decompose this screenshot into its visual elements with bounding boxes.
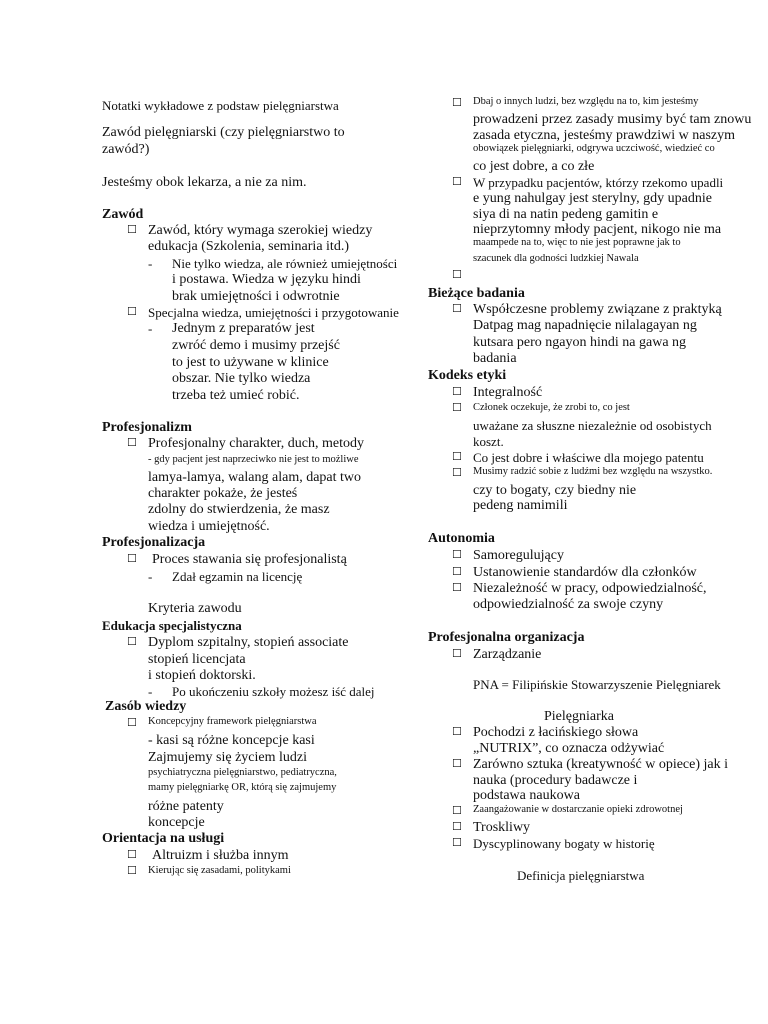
text-line: PNA = Filipińskie Stowarzyszenie Pielęgniarek: [473, 677, 721, 692]
text-line: Integralność: [473, 385, 543, 400]
bullet-box-icon: ☐: [127, 223, 137, 236]
text-line: różne patenty: [148, 799, 224, 814]
text-line: podstawa naukowa: [473, 788, 580, 803]
bullet-box-icon: ☐: [127, 864, 137, 877]
bullet-box-icon: ☐: [127, 635, 137, 648]
subheading-kryteria: Kryteria zawodu: [148, 601, 242, 616]
text-line: kutsara pero ngayon hindi na gawa ng: [473, 335, 687, 350]
question-line-2: zawód?): [102, 142, 150, 157]
question-line-1: Zawód pielęgniarski (czy pielęgniarstwo to: [102, 125, 345, 140]
bullet-box-icon: ☐: [127, 305, 137, 318]
dash-bullet: -: [148, 684, 153, 699]
text-line: Altruizm i służba innym: [152, 848, 289, 863]
text-line: wiedza i umiejętność.: [148, 519, 270, 534]
text-line: Dyplom szpitalny, stopień associate: [148, 635, 349, 650]
text-line: siya di na natin pedeng gamitin e: [473, 207, 659, 222]
text-line: Jednym z preparatów jest: [172, 321, 315, 336]
bullet-box-icon: ☐: [127, 716, 137, 729]
bullet-box-icon: ☐: [452, 820, 462, 833]
text-line: zwróć demo i musimy przejść: [172, 338, 340, 353]
text-line: stopień licencjata: [148, 652, 246, 667]
dash-bullet: -: [148, 256, 153, 271]
text-line: Samoregulujący: [473, 548, 564, 563]
text-line: Koncepcyjny framework pielęgniarstwa: [148, 716, 317, 727]
bullet-box-icon: ☐: [452, 175, 462, 188]
text-line: Zaangażowanie w dostarczanie opieki zdrowotnej: [473, 804, 683, 815]
text-line: Zawód, który wymaga szerokiej wiedzy: [148, 223, 373, 238]
text-line: pedeng namimili: [473, 498, 568, 513]
dash-bullet: -: [148, 569, 153, 584]
text-line: W przypadku pacjentów, którzy rzekomo upadli: [473, 175, 724, 190]
text-line: Pochodzi z łacińskiego słowa: [473, 725, 639, 740]
text-line: brak umiejętności i odwrotnie: [172, 289, 340, 304]
heading-orientacja: Orientacja na usługi: [102, 831, 225, 846]
bullet-box-icon: ☐: [127, 436, 137, 449]
text-line: - gdy pacjent jest naprzeciwko nie jest to możliwe: [148, 454, 359, 465]
subheading-definicja: Definicja pielęgniarstwa: [517, 868, 645, 883]
text-line: Nie tylko wiedza, ale również umiejętności: [172, 256, 398, 271]
text-line: nieprzytomny młody pacjent, nikogo nie ma: [473, 222, 722, 237]
text-line: edukacja (Szkolenia, seminaria itd.): [148, 239, 349, 254]
text-line: mamy pielęgniarkę OR, którą się zajmujemy: [148, 782, 337, 793]
text-line: zdolny do stwierdzenia, że masz: [148, 502, 330, 517]
text-line: Ustanowienie standardów dla członków: [473, 565, 697, 580]
bullet-box-icon: ☐: [452, 804, 462, 817]
text-line: lamya-lamya, walang alam, dapat two: [148, 470, 362, 485]
text-line: Dyscyplinowany bogaty w historię: [473, 836, 655, 851]
bullet-box-icon: ☐: [452, 836, 462, 849]
dash-bullet: -: [148, 321, 153, 336]
text-line: zasada etyczna, jesteśmy prawdziwi w naszym: [473, 128, 736, 143]
document-title: Notatki wykładowe z podstaw pielęgniarstwa: [102, 98, 339, 113]
text-line: koszt.: [473, 434, 504, 449]
heading-kodeks-etyki: Kodeks etyki: [428, 368, 507, 383]
heading-zawod: Zawód: [102, 207, 144, 222]
text-line: i stopień doktorski.: [148, 668, 256, 683]
bullet-box-icon: ☐: [127, 552, 137, 565]
bullet-box-icon: ☐: [452, 548, 462, 561]
text-line: Zdał egzamin na licencję: [172, 569, 303, 584]
heading-profesjonalizacja: Profesjonalizacja: [102, 535, 206, 550]
text-line: badania: [473, 351, 517, 366]
bullet-box-icon: ☐: [452, 450, 462, 463]
bullet-box-icon: ☐: [452, 385, 462, 398]
text-line: Specjalna wiedza, umiejętności i przygotowanie: [148, 305, 399, 320]
text-line: charakter pokaże, że jesteś: [148, 486, 298, 501]
bullet-box-icon: ☐: [452, 647, 462, 660]
text-line: Współczesne problemy związane z praktyką: [473, 302, 722, 317]
heading-edukacja: Edukacja specjalistyczna: [102, 618, 242, 633]
bullet-box-icon: ☐: [452, 401, 462, 414]
text-line: czy to bogaty, czy biedny nie: [473, 483, 637, 498]
heading-autonomia: Autonomia: [428, 531, 495, 546]
text-line: prowadzeni przez zasady musimy być tam znowu: [473, 112, 752, 127]
text-line: to jest to używane w klinice: [172, 355, 329, 370]
heading-profesjonalizm: Profesjonalizm: [102, 420, 192, 435]
text-line: maampede na to, więc to nie jest poprawne jak to: [473, 237, 681, 248]
text-line: Zarówno sztuka (kreatywność w opiece) jak i: [473, 757, 729, 772]
text-line: Dbaj o innych ludzi, bez względu na to, kim jesteśmy: [473, 96, 699, 107]
text-line: Musimy radzić sobie z ludźmi bez względu na wszystko.: [473, 466, 713, 477]
text-line: Zarządzanie: [473, 647, 542, 662]
text-line: Po ukończeniu szkoły możesz iść dalej: [172, 684, 375, 699]
bullet-box-icon: ☐: [452, 268, 462, 281]
bullet-box-icon: ☐: [452, 565, 462, 578]
heading-profesjonalna-organizacja: Profesjonalna organizacja: [428, 630, 585, 645]
bullet-box-icon: ☐: [452, 581, 462, 594]
text-line: Profesjonalny charakter, duch, metody: [148, 436, 364, 451]
text-line: Troskliwy: [473, 820, 531, 835]
text-line: Proces stawania się profesjonalistą: [152, 552, 347, 567]
text-line: nauka (procedury badawcze i: [473, 773, 638, 788]
text-line: obowiązek pielęgniarki, odgrywa uczciwość, wiedzieć co: [473, 143, 715, 154]
text-line: Co jest dobre i właściwe dla mojego patentu: [473, 450, 704, 465]
text-line: co jest dobre, a co złe: [473, 159, 595, 174]
text-line: trzeba też umieć robić.: [172, 388, 300, 403]
text-line: szacunek dla godności ludzkiej Nawala: [473, 253, 639, 264]
text-line: e yung nahulgay jest sterylny, gdy upadnie: [473, 191, 712, 206]
heading-biezace-badania: Bieżące badania: [428, 286, 525, 301]
text-line: koncepcje: [148, 815, 205, 830]
text-line: Członek oczekuje, że zrobi to, co jest: [473, 402, 630, 413]
text-line: „NUTRIX”, co oznacza odżywiać: [473, 741, 665, 756]
text-line: obszar. Nie tylko wiedza: [172, 371, 311, 386]
bullet-box-icon: ☐: [452, 725, 462, 738]
heading-zasob-wiedzy: Zasób wiedzy: [105, 699, 187, 714]
bullet-box-icon: ☐: [452, 757, 462, 770]
text-line: i postawa. Wiedza w języku hindi: [172, 272, 361, 287]
text-line: Datpag mag napadnięcie nilalagayan ng: [473, 318, 697, 333]
bullet-box-icon: ☐: [452, 466, 462, 479]
bullet-box-icon: ☐: [127, 848, 137, 861]
text-line: psychiatryczna pielęgniarstwo, pediatryczna,: [148, 767, 337, 778]
bullet-box-icon: ☐: [452, 302, 462, 315]
text-line: Niezależność w pracy, odpowiedzialność,: [473, 581, 707, 596]
subheading-pielegniarka: Pielęgniarka: [544, 709, 614, 724]
bullet-box-icon: ☐: [452, 96, 462, 109]
text-line: Zajmujemy się życiem ludzi: [148, 750, 308, 765]
intro-statement: Jesteśmy obok lekarza, a nie za nim.: [102, 175, 307, 190]
text-line: Kierując się zasadami, politykami: [148, 865, 291, 876]
text-line: odpowiedzialność za swoje czyny: [473, 597, 664, 612]
text-line: uważane za słuszne niezależnie od osobistych: [473, 418, 712, 433]
text-line: - kasi są różne koncepcje kasi: [148, 733, 315, 748]
